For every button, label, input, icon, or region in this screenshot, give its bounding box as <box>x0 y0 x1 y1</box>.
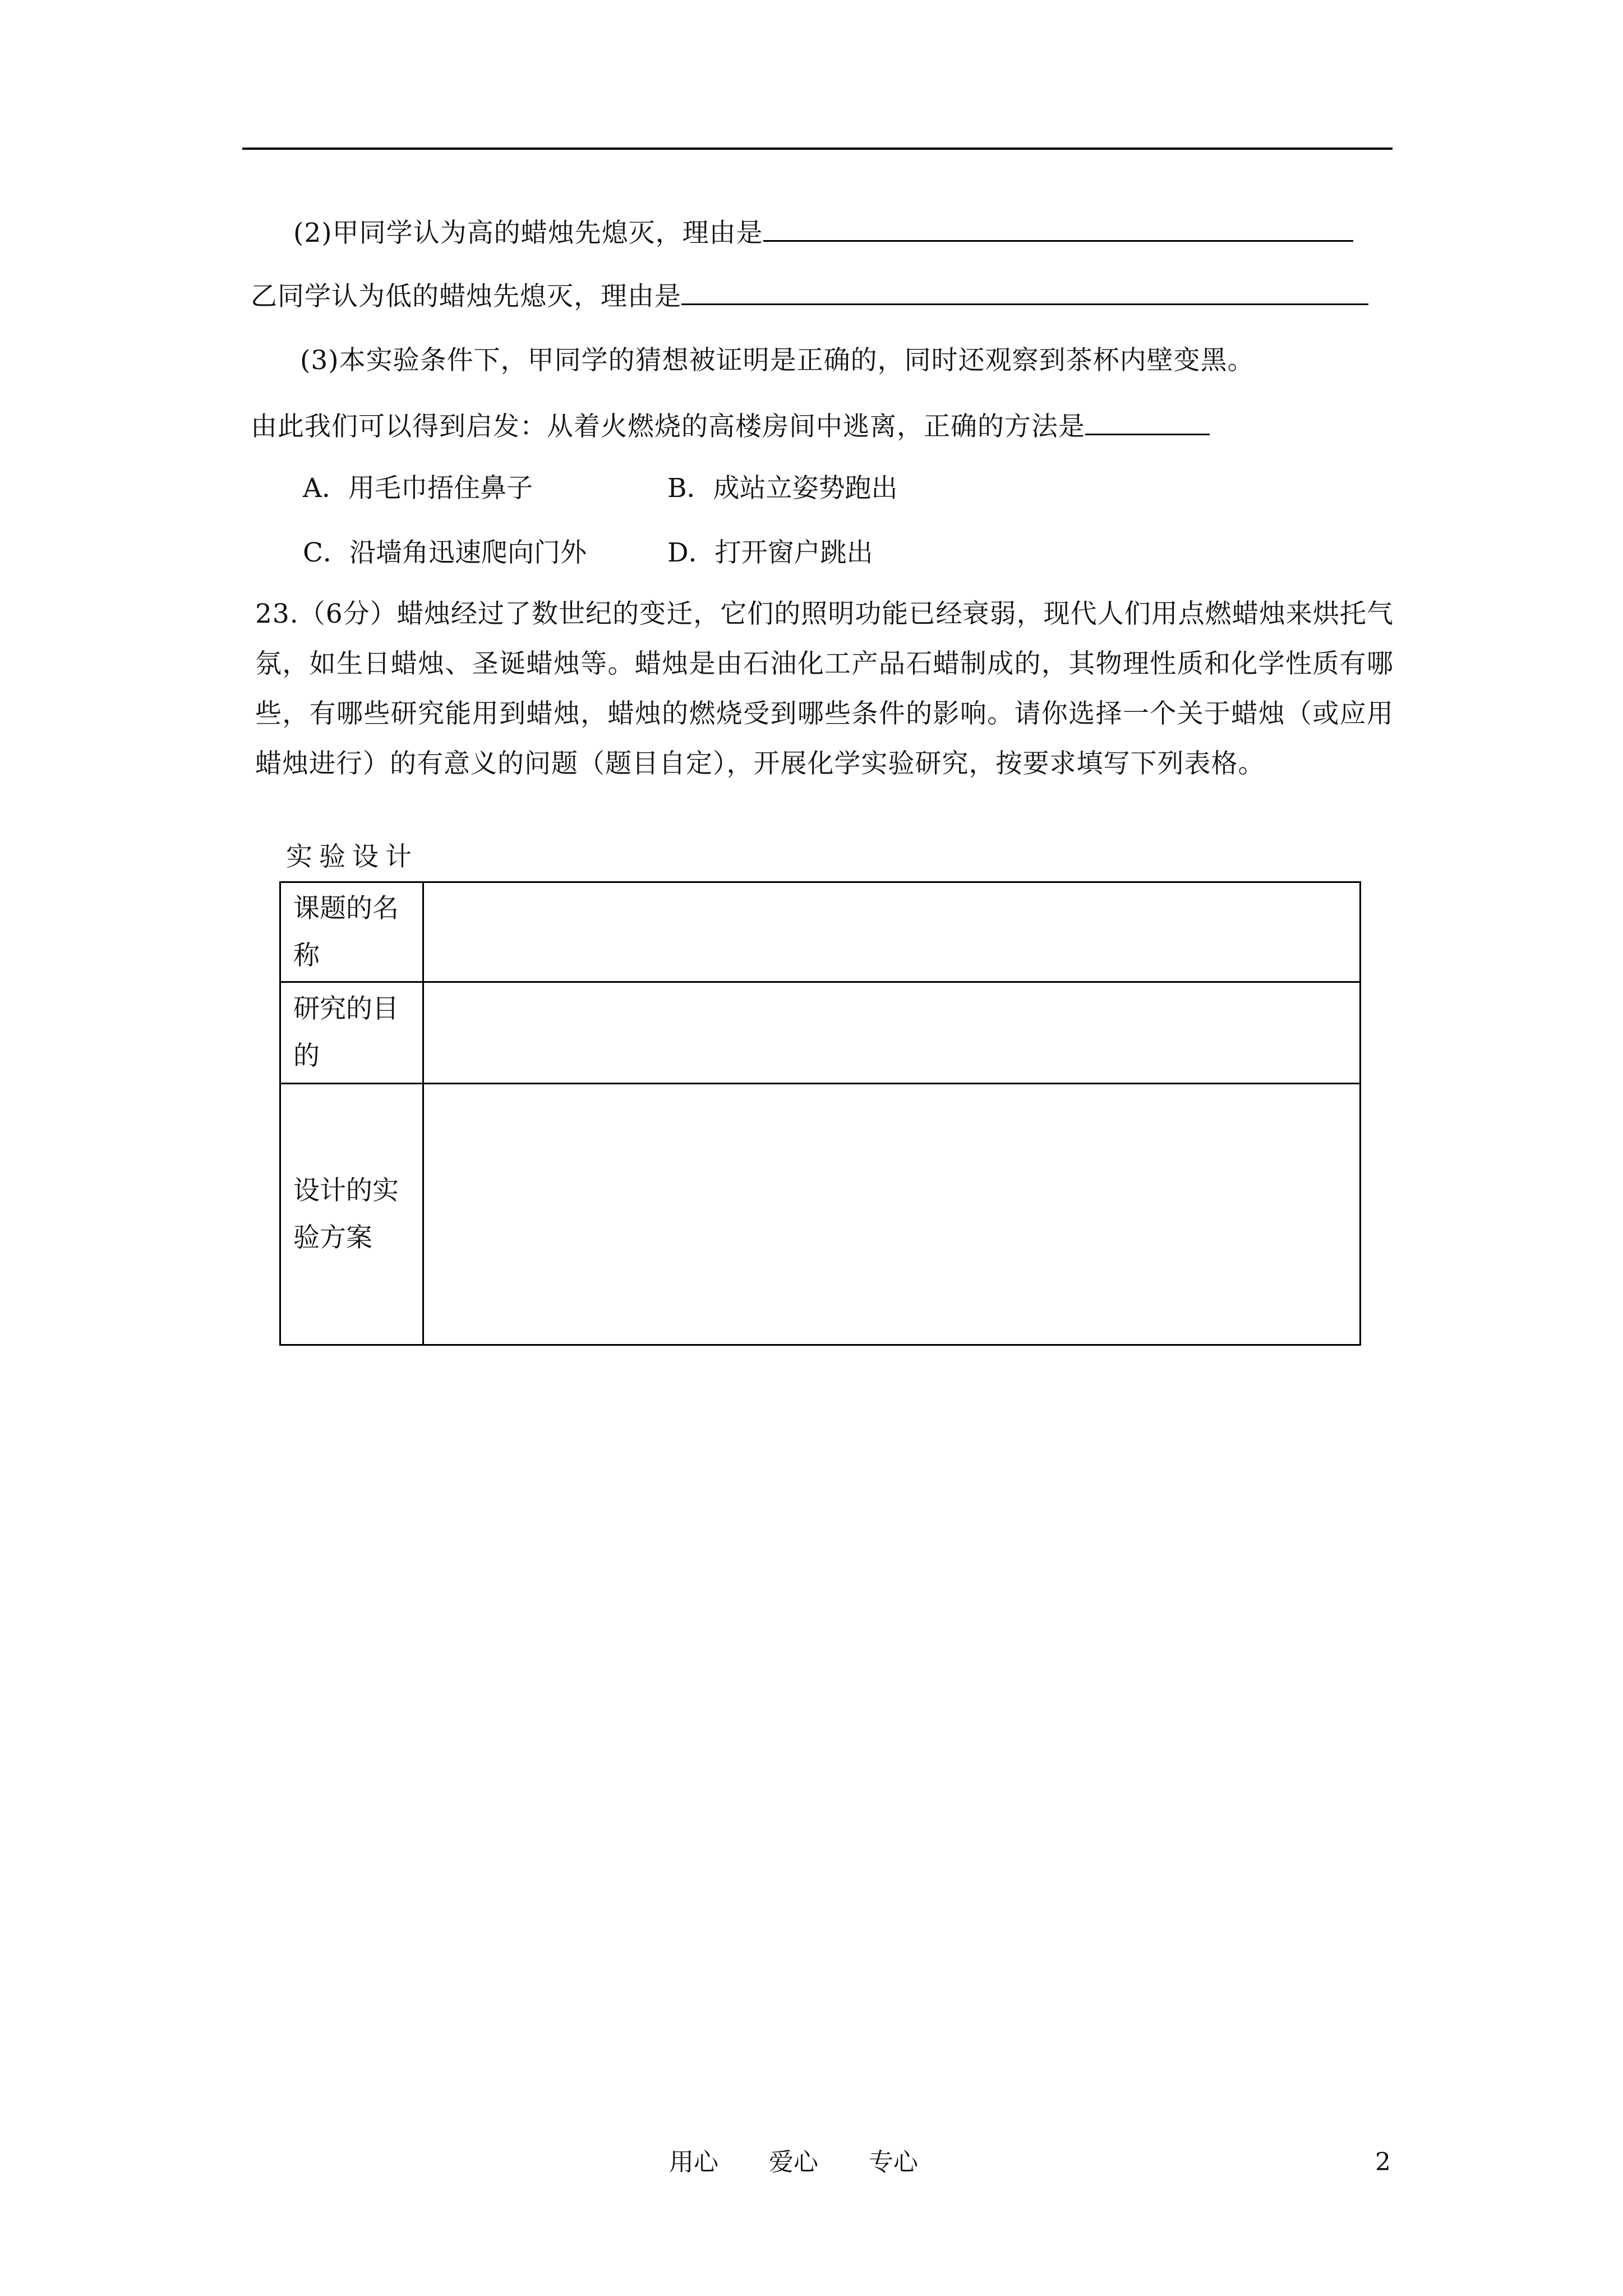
answer-blank-reason-high[interactable] <box>763 213 1353 242</box>
header-rule <box>242 148 1393 150</box>
answer-blank-reason-low[interactable] <box>681 277 1368 305</box>
experiment-design-table <box>279 881 1361 1346</box>
q22-part2-line1-text: (2)甲同学认为高的蜡烛先熄灭，理由是 <box>293 218 763 249</box>
q23-text: 23.（6分）蜡烛经过了数世纪的变迁，它们的照明功能已经衰弱，现代人们用点燃蜡烛来烘托气氛，如生日蜡烛、圣诞蜡烛等。蜡烛是由石油化工产品石蜡制成的，其物理性质和化学性质有哪些，有哪些研究能用到蜡烛，蜡烛的燃烧受到哪些条件的影响。请你选择一个关于蜡烛（或应用蜡烛进行）的有意义的问题（题目自定），开展化学实验研究，按要求填写下列表格。 <box>255 599 1394 779</box>
footer-motto-1: 用心 <box>669 2148 718 2177</box>
q22-part3-line2-text: 由此我们可以得到启发：从着火燃烧的高楼房间中逃离，正确的方法是 <box>251 411 1085 442</box>
input-cell-plan[interactable] <box>423 1084 1361 1345</box>
answer-blank-escape-method[interactable] <box>1085 407 1210 435</box>
row-label-topic: 课题的名称 <box>280 882 423 982</box>
input-cell-purpose[interactable] <box>423 982 1361 1084</box>
q22-part2-line2-text: 乙同学认为低的蜡烛先熄灭，理由是 <box>251 281 681 312</box>
q22-part2-line1 <box>293 213 1353 251</box>
table-row <box>280 882 1361 982</box>
table-row <box>280 1084 1361 1345</box>
option-a[interactable]: A．用毛巾捂住鼻子 <box>303 473 533 504</box>
row-label-plan: 设计的实验方案 <box>280 1084 423 1345</box>
option-b[interactable]: B．成站立姿势跑出 <box>667 473 898 504</box>
input-cell-topic[interactable] <box>423 882 1361 982</box>
q22-part3-line2 <box>251 407 1210 444</box>
q22-part3-line1: (3)本实验条件下，甲同学的猜想被证明是正确的，同时还观察到茶杯内壁变黑。 <box>300 345 1255 376</box>
footer-motto-3: 专心 <box>869 2148 918 2177</box>
option-d[interactable]: D．打开窗户跳出 <box>667 537 873 568</box>
row-label-purpose: 研究的目的 <box>280 982 423 1084</box>
table-caption: 实验设计 <box>286 841 418 872</box>
page-number: 2 <box>1375 2148 1391 2177</box>
q22-part2-line2 <box>251 277 1368 314</box>
option-c[interactable]: C．沿墙角迅速爬向门外 <box>303 537 587 568</box>
table-row <box>280 982 1361 1084</box>
footer-motto-2: 爱心 <box>769 2148 818 2177</box>
